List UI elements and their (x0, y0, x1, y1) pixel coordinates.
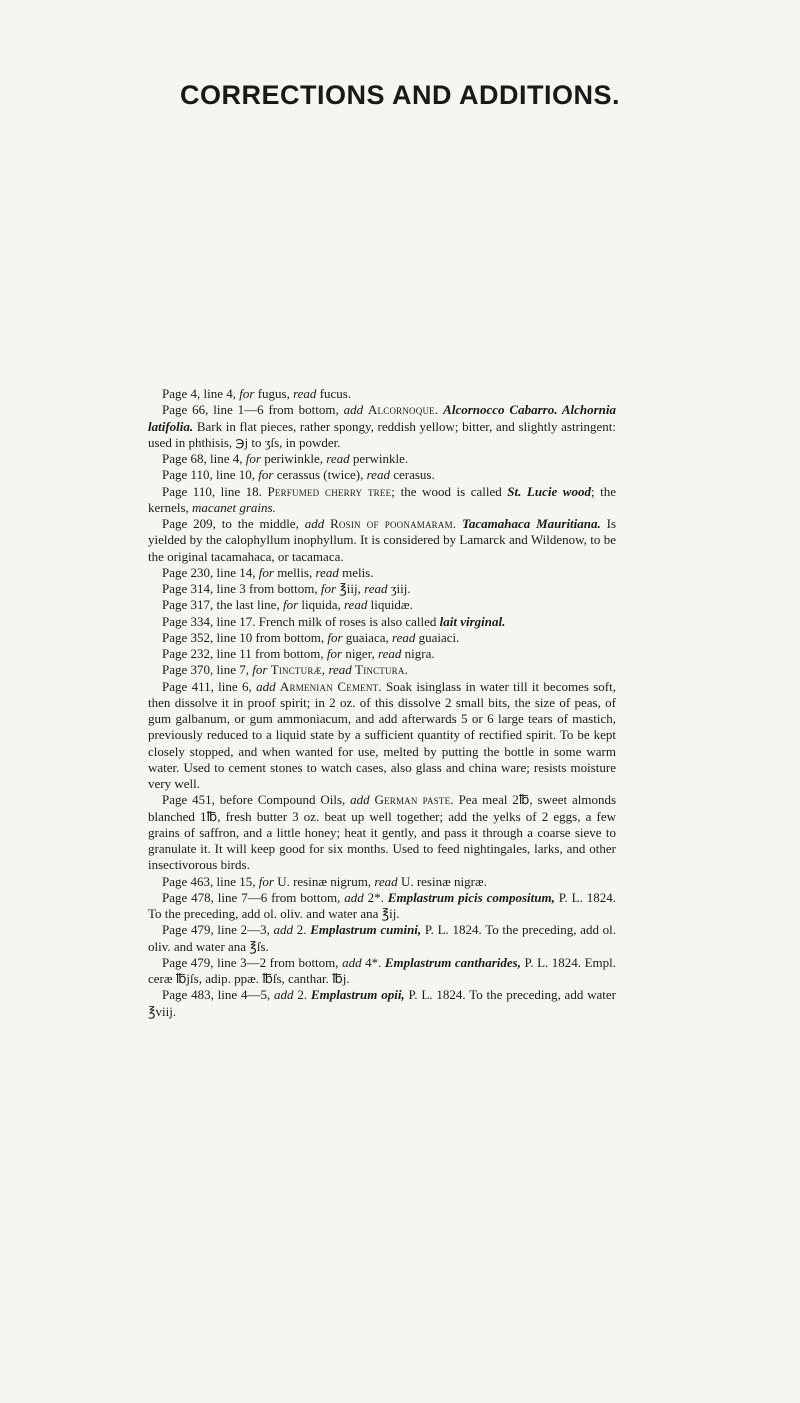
entry-text: Soak isinglass in water till it becomes soft, then dissolve it in proof spirit; in 2 oz. of this dissolve 2 small bits, the size of peas, of gum galbanum, or gum ammoniacum, and add afterwards 5 or 6 large tears of mastich, previously reduced to a liquid state by a sufficient quantity of rectified spirit. To be kept closely stopped, and when wanted for use, melted by putting the bottle in some warm water. Used to cement stones to watch cases, also glass and china ware; resists moisture very well. (148, 678, 616, 791)
entry-text: read (343, 597, 368, 613)
entry-text: nigra. (401, 646, 435, 661)
entry-text: Page 314, line 3 from bottom, (162, 581, 321, 596)
entry-text: Page 230, line 14, (162, 564, 259, 580)
correction-entry (148, 451, 616, 467)
entry-text: read (293, 386, 317, 401)
entry-text: for (252, 662, 268, 678)
entry-text: Emplastrum opii, (310, 987, 405, 1003)
entry-text: for (327, 629, 343, 645)
entry-text: Page 479, line 2—3, (162, 922, 274, 938)
entry-text: read (366, 467, 390, 483)
entry-text: Page 463, line 15, (162, 873, 259, 889)
correction-entry (148, 386, 616, 402)
entry-text: for (320, 581, 337, 596)
entry-text: Rosin of poonamaram. (330, 516, 457, 531)
entry-text: for (239, 386, 255, 401)
entry-text: mellis, (273, 564, 316, 580)
entry-text: add (350, 792, 370, 808)
entry-text: liquida, (298, 597, 344, 613)
entry-text: Alcornoque. (367, 402, 439, 418)
correction-entry (148, 662, 616, 678)
entry-text: Perfumed cherry tree; (267, 483, 396, 499)
entry-text: read (328, 662, 352, 678)
entry-text: 2*. (363, 889, 388, 905)
entry-text: read (315, 564, 339, 580)
entry-text: Page 352, line 10 from bottom, (162, 629, 328, 645)
entry-text: fucus. (316, 386, 352, 401)
entry-text: add (344, 889, 364, 905)
entry-text: Pea meal 2℔, sweet almonds blanched 1℔, fresh butter 3 oz. beat up well together; add the yelks of 2 eggs, a few grains of saffron, and a little honey; heat it gently, and pass it through a coarse sieve to granulate it. It will keep good for six months. Used to feed nightingales, larks, and other insectivorous birds. (148, 792, 617, 873)
entry-text: perwinkle. (349, 451, 409, 466)
entry-text: P. L. 1824. To the preceding, add water ℥viij. (148, 987, 617, 1019)
correction-entry (148, 614, 616, 630)
correction-entry (148, 467, 616, 483)
entry-text: for (282, 597, 299, 613)
entry-text: P. L. 1824. To the preceding, add ol. oliv. and water ana ℥ſs. (148, 922, 617, 954)
entry-text: Page 232, line 11 from bottom, (162, 646, 327, 661)
entry-text: guaiaci. (415, 629, 460, 645)
correction-entry (148, 874, 616, 890)
entry-text: ; the kernels, (148, 483, 616, 515)
entry-text: for (258, 467, 274, 483)
entry-text: Page 483, line 4—5, (162, 987, 275, 1003)
entry-text: Page 334, line 17. French milk of roses is also called (162, 613, 440, 629)
entry-text: add (274, 987, 294, 1003)
entry-text: Page 66, line 1—6 from bottom, (162, 402, 344, 418)
entry-text: cerassus (twice), (273, 467, 367, 483)
correction-entry (148, 922, 616, 955)
entry-text: read (374, 873, 398, 889)
entry-text: Page 478, line 7—6 from bottom, (162, 889, 345, 905)
correction-entry (148, 646, 616, 662)
entry-text: niger, (342, 646, 379, 661)
entry-text: add (343, 402, 364, 418)
entry-text: Tacamahaca Mauritiana. (462, 516, 601, 531)
entry-text: macanet grains. (192, 499, 276, 515)
entry-text: Page 411, line 6, (162, 678, 257, 694)
entry-text: Emplastrum cantharides, (384, 954, 521, 970)
entry-text: add (273, 922, 294, 938)
entry-text: fugus, (254, 386, 294, 401)
correction-entry (148, 581, 616, 597)
correction-entry (148, 792, 616, 873)
entry-text: Page 68, line 4, (162, 451, 246, 466)
entry-text: Bark in flat pieces, rather spongy, reddish yellow; bitter, and slightly astringent: used in phthisis, ℈j to ʒſs, in powder. (148, 418, 616, 450)
entry-text: U. resinæ nigræ. (397, 873, 487, 889)
correction-entry (148, 516, 616, 565)
corrections-list (148, 386, 616, 1020)
correction-entry (148, 679, 616, 793)
correction-entry (148, 402, 616, 451)
entry-text: add (256, 678, 276, 694)
entry-text: P. L. 1824. Empl. ceræ ℔jſs, adip. ppæ. ℔ſs, canthar. ℔j. (148, 954, 616, 986)
entry-text: 2. (293, 987, 311, 1003)
entry-text: St. Lucie wood (507, 483, 591, 499)
entry-text: the wood is called (395, 483, 508, 499)
entry-text: 2. (293, 922, 311, 938)
entry-text: for (326, 646, 343, 661)
entry-text: P. L. 1824. To the preceding, add ol. oliv. and water ana ℥ij. (148, 889, 617, 921)
entry-text: cerasus. (389, 467, 435, 483)
entry-text: lait virginal. (439, 613, 506, 629)
correction-entry (148, 484, 616, 517)
entry-text: 4*. (361, 954, 385, 970)
entry-text: Tinctura. (355, 662, 409, 678)
entry-text: Page 317, the last line, (162, 597, 283, 613)
entry-text: Tincturæ, (270, 662, 326, 678)
entry-text: for (258, 873, 274, 889)
entry-text: add (342, 954, 362, 970)
entry-text: ʒiij. (387, 581, 411, 596)
entry-text: U. resinæ nigrum, (273, 873, 375, 889)
entry-text: melis. (338, 564, 374, 580)
entry-text: for (245, 451, 261, 466)
entry-text: Page 209, to the middle, (162, 516, 305, 531)
entry-text: German paste. (374, 792, 454, 808)
entry-text: read (392, 629, 416, 645)
correction-entry (148, 630, 616, 646)
entry-text: read (364, 581, 388, 596)
entry-text: Is yielded by the calophyllum inophyllum. It is considered by Lamarck and Wildenow, to be the original tacamahaca, or tacamaca. (148, 516, 617, 564)
entry-text: add (304, 516, 325, 531)
correction-entry (148, 565, 616, 581)
page-title: CORRECTIONS AND ADDITIONS. (179, 80, 620, 110)
entry-text: Alcornocco Cabarro. Alchornia latifolia. (148, 402, 617, 434)
entry-text: Page 479, line 3—2 from bottom, (162, 954, 343, 970)
entry-text: guaiaca, (342, 629, 392, 645)
entry-text: liquidæ. (367, 597, 413, 613)
correction-entry (148, 987, 616, 1020)
entry-text: Page 110, line 18. (162, 483, 268, 499)
entry-text: periwinkle, (260, 451, 327, 466)
entry-text: Page 451, before Compound Oils, (162, 792, 351, 808)
entry-text: Emplastrum cumini, (310, 922, 422, 938)
correction-entry (148, 597, 616, 613)
entry-text: read (378, 646, 402, 661)
entry-text: Page 370, line 7, (162, 662, 253, 678)
entry-text: ℥iij, (336, 581, 365, 596)
entry-text: Page 110, line 10, (162, 467, 259, 483)
entry-text: Emplastrum picis compositum, (387, 889, 555, 905)
entry-text: Page 4, line 4, (162, 386, 240, 401)
entry-text: Armenian Cement. (279, 678, 382, 694)
correction-entry (148, 955, 616, 988)
entry-text: read (326, 451, 350, 466)
entry-text: for (258, 564, 274, 580)
correction-entry (148, 890, 616, 923)
